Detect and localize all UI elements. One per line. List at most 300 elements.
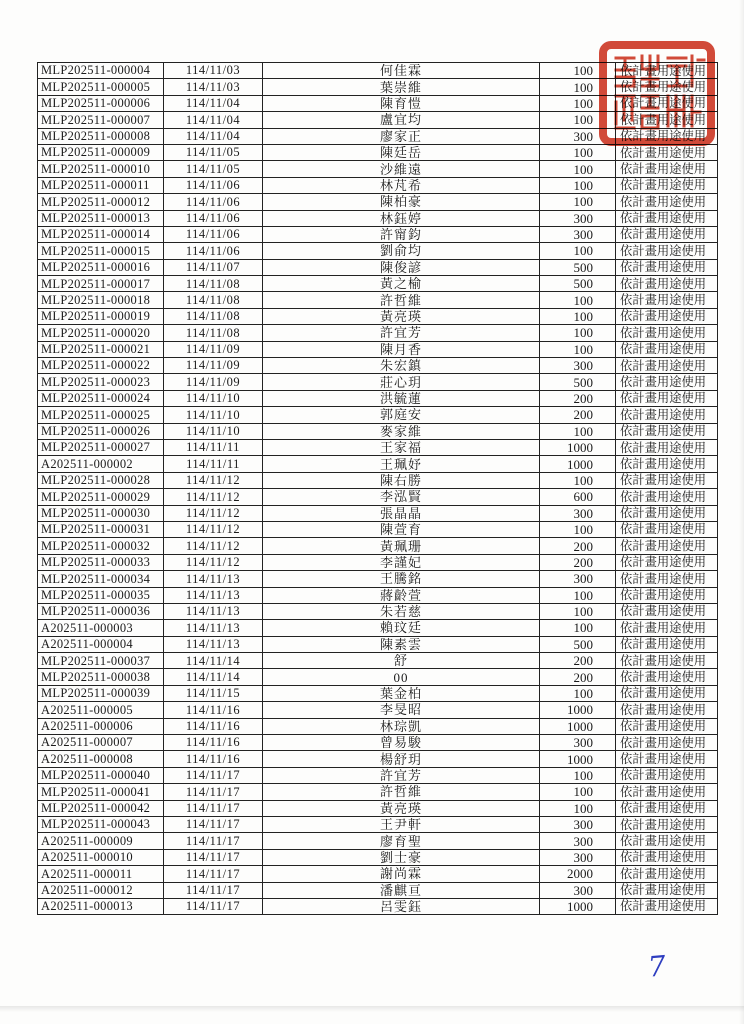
usage-cell: 依計畫用途使用 bbox=[616, 226, 718, 242]
usage-cell: 依計畫用途使用 bbox=[616, 407, 718, 423]
date-cell: 114/11/13 bbox=[164, 587, 263, 603]
donor-name-cell: 00 bbox=[263, 669, 540, 685]
receipt-id-cell: MLP202511-000036 bbox=[38, 603, 164, 619]
receipt-id-cell: MLP202511-000012 bbox=[38, 194, 164, 210]
date-cell: 114/11/12 bbox=[164, 505, 263, 521]
date-cell: 114/11/12 bbox=[164, 472, 263, 488]
receipt-ledger-table bbox=[37, 62, 718, 915]
date-cell: 114/11/03 bbox=[164, 79, 263, 95]
receipt-id-cell: A202511-000007 bbox=[38, 735, 164, 751]
date-cell: 114/11/13 bbox=[164, 603, 263, 619]
receipt-id-cell: MLP202511-000034 bbox=[38, 571, 164, 587]
amount-cell: 100 bbox=[540, 79, 616, 95]
donor-name-cell: 王珮妤 bbox=[263, 456, 540, 472]
donor-name-cell: 朱若慈 bbox=[263, 603, 540, 619]
amount-cell: 1000 bbox=[540, 439, 616, 455]
receipt-id-cell: MLP202511-000024 bbox=[38, 390, 164, 406]
date-cell: 114/11/10 bbox=[164, 423, 263, 439]
donor-name-cell: 李旻昭 bbox=[263, 702, 540, 718]
usage-cell: 依計畫用途使用 bbox=[616, 161, 718, 177]
donor-name-cell: 潘麒亘 bbox=[263, 882, 540, 898]
usage-cell: 依計畫用途使用 bbox=[616, 505, 718, 521]
table-row bbox=[38, 63, 718, 79]
table-row bbox=[38, 718, 718, 734]
amount-cell: 200 bbox=[540, 554, 616, 570]
receipt-id-cell: MLP202511-000008 bbox=[38, 128, 164, 144]
usage-cell: 依計畫用途使用 bbox=[616, 210, 718, 226]
receipt-id-cell: MLP202511-000013 bbox=[38, 210, 164, 226]
date-cell: 114/11/17 bbox=[164, 833, 263, 849]
date-cell: 114/11/12 bbox=[164, 538, 263, 554]
donor-name-cell: 楊舒玥 bbox=[263, 751, 540, 767]
date-cell: 114/11/13 bbox=[164, 571, 263, 587]
receipt-id-cell: MLP202511-000033 bbox=[38, 554, 164, 570]
receipt-id-cell: MLP202511-000030 bbox=[38, 505, 164, 521]
usage-cell: 依計畫用途使用 bbox=[616, 341, 718, 357]
usage-cell: 依計畫用途使用 bbox=[616, 144, 718, 160]
date-cell: 114/11/09 bbox=[164, 341, 263, 357]
date-cell: 114/11/15 bbox=[164, 685, 263, 701]
donor-name-cell: 曾易駿 bbox=[263, 735, 540, 751]
date-cell: 114/11/04 bbox=[164, 95, 263, 111]
ledger-table bbox=[37, 62, 718, 915]
usage-cell: 依計畫用途使用 bbox=[616, 358, 718, 374]
amount-cell: 100 bbox=[540, 472, 616, 488]
table-row bbox=[38, 620, 718, 636]
receipt-id-cell: MLP202511-000009 bbox=[38, 144, 164, 160]
usage-cell: 依計畫用途使用 bbox=[616, 620, 718, 636]
usage-cell: 依計畫用途使用 bbox=[616, 489, 718, 505]
receipt-id-cell: MLP202511-000023 bbox=[38, 374, 164, 390]
date-cell: 114/11/07 bbox=[164, 259, 263, 275]
table-row bbox=[38, 144, 718, 160]
amount-cell: 100 bbox=[540, 587, 616, 603]
amount-cell: 100 bbox=[540, 341, 616, 357]
amount-cell: 100 bbox=[540, 243, 616, 259]
table-row bbox=[38, 816, 718, 832]
donor-name-cell: 葉金柏 bbox=[263, 685, 540, 701]
donor-name-cell: 王騰銘 bbox=[263, 571, 540, 587]
table-row bbox=[38, 685, 718, 701]
usage-cell: 依計畫用途使用 bbox=[616, 63, 718, 79]
usage-cell: 依計畫用途使用 bbox=[616, 456, 718, 472]
usage-cell: 依計畫用途使用 bbox=[616, 521, 718, 537]
usage-cell: 依計畫用途使用 bbox=[616, 816, 718, 832]
table-row bbox=[38, 603, 718, 619]
table-row bbox=[38, 489, 718, 505]
date-cell: 114/11/04 bbox=[164, 128, 263, 144]
amount-cell: 300 bbox=[540, 358, 616, 374]
usage-cell: 依計畫用途使用 bbox=[616, 538, 718, 554]
usage-cell: 依計畫用途使用 bbox=[616, 423, 718, 439]
receipt-id-cell: MLP202511-000035 bbox=[38, 587, 164, 603]
receipt-id-cell: MLP202511-000018 bbox=[38, 292, 164, 308]
date-cell: 114/11/17 bbox=[164, 849, 263, 865]
table-row bbox=[38, 358, 718, 374]
date-cell: 114/11/14 bbox=[164, 669, 263, 685]
amount-cell: 100 bbox=[540, 112, 616, 128]
receipt-id-cell: MLP202511-000019 bbox=[38, 308, 164, 324]
usage-cell: 依計畫用途使用 bbox=[616, 751, 718, 767]
donor-name-cell: 林鈺婷 bbox=[263, 210, 540, 226]
receipt-id-cell: A202511-000011 bbox=[38, 866, 164, 882]
table-row bbox=[38, 653, 718, 669]
amount-cell: 100 bbox=[540, 292, 616, 308]
table-row bbox=[38, 128, 718, 144]
receipt-id-cell: A202511-000012 bbox=[38, 882, 164, 898]
donor-name-cell: 陳月香 bbox=[263, 341, 540, 357]
donor-name-cell: 王尹軒 bbox=[263, 816, 540, 832]
amount-cell: 100 bbox=[540, 95, 616, 111]
receipt-id-cell: MLP202511-000027 bbox=[38, 439, 164, 455]
amount-cell: 300 bbox=[540, 128, 616, 144]
table-row bbox=[38, 636, 718, 652]
receipt-id-cell: MLP202511-000011 bbox=[38, 177, 164, 193]
date-cell: 114/11/17 bbox=[164, 898, 263, 914]
receipt-id-cell: MLP202511-000029 bbox=[38, 489, 164, 505]
date-cell: 114/11/17 bbox=[164, 800, 263, 816]
amount-cell: 100 bbox=[540, 308, 616, 324]
receipt-id-cell: MLP202511-000032 bbox=[38, 538, 164, 554]
receipt-id-cell: MLP202511-000006 bbox=[38, 95, 164, 111]
table-row bbox=[38, 308, 718, 324]
amount-cell: 200 bbox=[540, 538, 616, 554]
usage-cell: 依計畫用途使用 bbox=[616, 308, 718, 324]
donor-name-cell: 李謹妃 bbox=[263, 554, 540, 570]
usage-cell: 依計畫用途使用 bbox=[616, 390, 718, 406]
receipt-id-cell: MLP202511-000005 bbox=[38, 79, 164, 95]
table-row bbox=[38, 390, 718, 406]
usage-cell: 依計畫用途使用 bbox=[616, 259, 718, 275]
receipt-id-cell: A202511-000004 bbox=[38, 636, 164, 652]
table-row bbox=[38, 587, 718, 603]
usage-cell: 依計畫用途使用 bbox=[616, 849, 718, 865]
donor-name-cell: 葉崇維 bbox=[263, 79, 540, 95]
date-cell: 114/11/08 bbox=[164, 325, 263, 341]
usage-cell: 依計畫用途使用 bbox=[616, 112, 718, 128]
usage-cell: 依計畫用途使用 bbox=[616, 784, 718, 800]
table-row bbox=[38, 177, 718, 193]
donor-name-cell: 沙維遠 bbox=[263, 161, 540, 177]
table-row bbox=[38, 161, 718, 177]
receipt-id-cell: MLP202511-000037 bbox=[38, 653, 164, 669]
scan-edge-bottom bbox=[0, 1006, 744, 1012]
usage-cell: 依計畫用途使用 bbox=[616, 636, 718, 652]
amount-cell: 200 bbox=[540, 390, 616, 406]
table-row bbox=[38, 735, 718, 751]
receipt-id-cell: MLP202511-000042 bbox=[38, 800, 164, 816]
amount-cell: 500 bbox=[540, 636, 616, 652]
donor-name-cell: 許哲維 bbox=[263, 784, 540, 800]
donor-name-cell: 黃亮瑛 bbox=[263, 308, 540, 324]
donor-name-cell: 何佳霖 bbox=[263, 63, 540, 79]
date-cell: 114/11/16 bbox=[164, 702, 263, 718]
date-cell: 114/11/10 bbox=[164, 407, 263, 423]
table-row bbox=[38, 226, 718, 242]
amount-cell: 100 bbox=[540, 800, 616, 816]
table-row bbox=[38, 751, 718, 767]
amount-cell: 300 bbox=[540, 571, 616, 587]
receipt-id-cell: MLP202511-000041 bbox=[38, 784, 164, 800]
receipt-id-cell: A202511-000013 bbox=[38, 898, 164, 914]
receipt-id-cell: A202511-000005 bbox=[38, 702, 164, 718]
receipt-id-cell: MLP202511-000031 bbox=[38, 521, 164, 537]
receipt-id-cell: MLP202511-000021 bbox=[38, 341, 164, 357]
date-cell: 114/11/09 bbox=[164, 374, 263, 390]
amount-cell: 100 bbox=[540, 63, 616, 79]
amount-cell: 200 bbox=[540, 407, 616, 423]
usage-cell: 依計畫用途使用 bbox=[616, 472, 718, 488]
table-row bbox=[38, 456, 718, 472]
amount-cell: 500 bbox=[540, 259, 616, 275]
usage-cell: 依計畫用途使用 bbox=[616, 325, 718, 341]
usage-cell: 依計畫用途使用 bbox=[616, 702, 718, 718]
donor-name-cell: 麥家維 bbox=[263, 423, 540, 439]
table-row bbox=[38, 521, 718, 537]
donor-name-cell: 洪毓蓮 bbox=[263, 390, 540, 406]
table-row bbox=[38, 554, 718, 570]
handwritten-page-number: 7 bbox=[646, 949, 668, 984]
date-cell: 114/11/17 bbox=[164, 767, 263, 783]
date-cell: 114/11/05 bbox=[164, 144, 263, 160]
amount-cell: 100 bbox=[540, 194, 616, 210]
usage-cell: 依計畫用途使用 bbox=[616, 276, 718, 292]
table-row bbox=[38, 702, 718, 718]
donor-name-cell: 陳素雲 bbox=[263, 636, 540, 652]
table-row bbox=[38, 767, 718, 783]
donor-name-cell: 陳育愷 bbox=[263, 95, 540, 111]
table-row bbox=[38, 325, 718, 341]
table-row bbox=[38, 112, 718, 128]
donor-name-cell: 許宜芳 bbox=[263, 767, 540, 783]
amount-cell: 100 bbox=[540, 423, 616, 439]
amount-cell: 1000 bbox=[540, 718, 616, 734]
amount-cell: 100 bbox=[540, 144, 616, 160]
donor-name-cell: 呂雯鈺 bbox=[263, 898, 540, 914]
amount-cell: 1000 bbox=[540, 751, 616, 767]
receipt-id-cell: A202511-000008 bbox=[38, 751, 164, 767]
table-row bbox=[38, 423, 718, 439]
amount-cell: 100 bbox=[540, 325, 616, 341]
table-row bbox=[38, 882, 718, 898]
receipt-id-cell: MLP202511-000040 bbox=[38, 767, 164, 783]
receipt-id-cell: A202511-000010 bbox=[38, 849, 164, 865]
receipt-id-cell: MLP202511-000025 bbox=[38, 407, 164, 423]
amount-cell: 300 bbox=[540, 816, 616, 832]
date-cell: 114/11/13 bbox=[164, 636, 263, 652]
receipt-id-cell: MLP202511-000020 bbox=[38, 325, 164, 341]
amount-cell: 200 bbox=[540, 653, 616, 669]
amount-cell: 100 bbox=[540, 603, 616, 619]
receipt-table-body bbox=[38, 63, 718, 915]
usage-cell: 依計畫用途使用 bbox=[616, 718, 718, 734]
usage-cell: 依計畫用途使用 bbox=[616, 95, 718, 111]
amount-cell: 100 bbox=[540, 177, 616, 193]
usage-cell: 依計畫用途使用 bbox=[616, 866, 718, 882]
receipt-id-cell: MLP202511-000028 bbox=[38, 472, 164, 488]
amount-cell: 300 bbox=[540, 505, 616, 521]
date-cell: 114/11/06 bbox=[164, 177, 263, 193]
usage-cell: 依計畫用途使用 bbox=[616, 767, 718, 783]
donor-name-cell: 林琮凱 bbox=[263, 718, 540, 734]
usage-cell: 依計畫用途使用 bbox=[616, 603, 718, 619]
receipt-id-cell: MLP202511-000014 bbox=[38, 226, 164, 242]
amount-cell: 1000 bbox=[540, 702, 616, 718]
usage-cell: 依計畫用途使用 bbox=[616, 128, 718, 144]
amount-cell: 100 bbox=[540, 784, 616, 800]
usage-cell: 依計畫用途使用 bbox=[616, 685, 718, 701]
usage-cell: 依計畫用途使用 bbox=[616, 177, 718, 193]
usage-cell: 依計畫用途使用 bbox=[616, 439, 718, 455]
date-cell: 114/11/14 bbox=[164, 653, 263, 669]
table-row bbox=[38, 833, 718, 849]
date-cell: 114/11/08 bbox=[164, 276, 263, 292]
donor-name-cell: 許甯鈞 bbox=[263, 226, 540, 242]
table-row bbox=[38, 259, 718, 275]
donor-name-cell: 黃珮珊 bbox=[263, 538, 540, 554]
amount-cell: 500 bbox=[540, 276, 616, 292]
donor-name-cell: 李泓賢 bbox=[263, 489, 540, 505]
date-cell: 114/11/16 bbox=[164, 735, 263, 751]
usage-cell: 依計畫用途使用 bbox=[616, 882, 718, 898]
table-row bbox=[38, 292, 718, 308]
donor-name-cell: 舒 bbox=[263, 653, 540, 669]
donor-name-cell: 廖育聖 bbox=[263, 833, 540, 849]
donor-name-cell: 王家福 bbox=[263, 439, 540, 455]
date-cell: 114/11/04 bbox=[164, 112, 263, 128]
usage-cell: 依計畫用途使用 bbox=[616, 898, 718, 914]
table-row bbox=[38, 866, 718, 882]
date-cell: 114/11/05 bbox=[164, 161, 263, 177]
usage-cell: 依計畫用途使用 bbox=[616, 554, 718, 570]
usage-cell: 依計畫用途使用 bbox=[616, 292, 718, 308]
table-row bbox=[38, 407, 718, 423]
donor-name-cell: 郭庭安 bbox=[263, 407, 540, 423]
date-cell: 114/11/06 bbox=[164, 194, 263, 210]
donor-name-cell: 蔣齡萱 bbox=[263, 587, 540, 603]
usage-cell: 依計畫用途使用 bbox=[616, 653, 718, 669]
date-cell: 114/11/11 bbox=[164, 456, 263, 472]
usage-cell: 依計畫用途使用 bbox=[616, 243, 718, 259]
table-row bbox=[38, 194, 718, 210]
table-row bbox=[38, 439, 718, 455]
date-cell: 114/11/17 bbox=[164, 784, 263, 800]
date-cell: 114/11/06 bbox=[164, 226, 263, 242]
receipt-id-cell: MLP202511-000038 bbox=[38, 669, 164, 685]
amount-cell: 500 bbox=[540, 374, 616, 390]
amount-cell: 1000 bbox=[540, 456, 616, 472]
donor-name-cell: 許宜芳 bbox=[263, 325, 540, 341]
donor-name-cell: 林芃希 bbox=[263, 177, 540, 193]
amount-cell: 2000 bbox=[540, 866, 616, 882]
usage-cell: 依計畫用途使用 bbox=[616, 79, 718, 95]
usage-cell: 依計畫用途使用 bbox=[616, 587, 718, 603]
donor-name-cell: 張晶晶 bbox=[263, 505, 540, 521]
usage-cell: 依計畫用途使用 bbox=[616, 571, 718, 587]
table-row bbox=[38, 95, 718, 111]
receipt-id-cell: MLP202511-000026 bbox=[38, 423, 164, 439]
receipt-id-cell: MLP202511-000004 bbox=[38, 63, 164, 79]
date-cell: 114/11/09 bbox=[164, 358, 263, 374]
donor-name-cell: 廖家正 bbox=[263, 128, 540, 144]
table-row bbox=[38, 669, 718, 685]
date-cell: 114/11/17 bbox=[164, 882, 263, 898]
usage-cell: 依計畫用途使用 bbox=[616, 374, 718, 390]
receipt-id-cell: MLP202511-000007 bbox=[38, 112, 164, 128]
table-row bbox=[38, 538, 718, 554]
table-row bbox=[38, 505, 718, 521]
donor-name-cell: 黃之榆 bbox=[263, 276, 540, 292]
date-cell: 114/11/06 bbox=[164, 243, 263, 259]
date-cell: 114/11/10 bbox=[164, 390, 263, 406]
amount-cell: 600 bbox=[540, 489, 616, 505]
usage-cell: 依計畫用途使用 bbox=[616, 194, 718, 210]
date-cell: 114/11/11 bbox=[164, 439, 263, 455]
donor-name-cell: 黃亮瑛 bbox=[263, 800, 540, 816]
amount-cell: 300 bbox=[540, 833, 616, 849]
donor-name-cell: 陳萱育 bbox=[263, 521, 540, 537]
usage-cell: 依計畫用途使用 bbox=[616, 833, 718, 849]
table-row bbox=[38, 472, 718, 488]
date-cell: 114/11/06 bbox=[164, 210, 263, 226]
amount-cell: 300 bbox=[540, 226, 616, 242]
amount-cell: 300 bbox=[540, 882, 616, 898]
table-row bbox=[38, 849, 718, 865]
donor-name-cell: 盧宜均 bbox=[263, 112, 540, 128]
date-cell: 114/11/17 bbox=[164, 866, 263, 882]
receipt-id-cell: MLP202511-000022 bbox=[38, 358, 164, 374]
receipt-id-cell: MLP202511-000016 bbox=[38, 259, 164, 275]
amount-cell: 100 bbox=[540, 521, 616, 537]
table-row bbox=[38, 800, 718, 816]
amount-cell: 100 bbox=[540, 767, 616, 783]
date-cell: 114/11/03 bbox=[164, 63, 263, 79]
amount-cell: 300 bbox=[540, 849, 616, 865]
date-cell: 114/11/16 bbox=[164, 751, 263, 767]
table-row bbox=[38, 243, 718, 259]
date-cell: 114/11/17 bbox=[164, 816, 263, 832]
donor-name-cell: 陳右勝 bbox=[263, 472, 540, 488]
date-cell: 114/11/12 bbox=[164, 554, 263, 570]
donor-name-cell: 莊心玥 bbox=[263, 374, 540, 390]
table-row bbox=[38, 374, 718, 390]
date-cell: 114/11/12 bbox=[164, 489, 263, 505]
table-row bbox=[38, 898, 718, 914]
donor-name-cell: 許哲維 bbox=[263, 292, 540, 308]
amount-cell: 300 bbox=[540, 735, 616, 751]
amount-cell: 200 bbox=[540, 669, 616, 685]
date-cell: 114/11/16 bbox=[164, 718, 263, 734]
receipt-id-cell: MLP202511-000043 bbox=[38, 816, 164, 832]
donor-name-cell: 劉士豪 bbox=[263, 849, 540, 865]
donor-name-cell: 陳俊諺 bbox=[263, 259, 540, 275]
donor-name-cell: 陳廷岳 bbox=[263, 144, 540, 160]
table-row bbox=[38, 784, 718, 800]
table-row bbox=[38, 210, 718, 226]
donor-name-cell: 謝尚霖 bbox=[263, 866, 540, 882]
receipt-id-cell: MLP202511-000017 bbox=[38, 276, 164, 292]
date-cell: 114/11/13 bbox=[164, 620, 263, 636]
table-row bbox=[38, 341, 718, 357]
amount-cell: 1000 bbox=[540, 898, 616, 914]
receipt-id-cell: A202511-000003 bbox=[38, 620, 164, 636]
receipt-id-cell: A202511-000006 bbox=[38, 718, 164, 734]
usage-cell: 依計畫用途使用 bbox=[616, 669, 718, 685]
donor-name-cell: 劉俞均 bbox=[263, 243, 540, 259]
donor-name-cell: 朱宏鎮 bbox=[263, 358, 540, 374]
table-row bbox=[38, 79, 718, 95]
donor-name-cell: 陳柏豪 bbox=[263, 194, 540, 210]
